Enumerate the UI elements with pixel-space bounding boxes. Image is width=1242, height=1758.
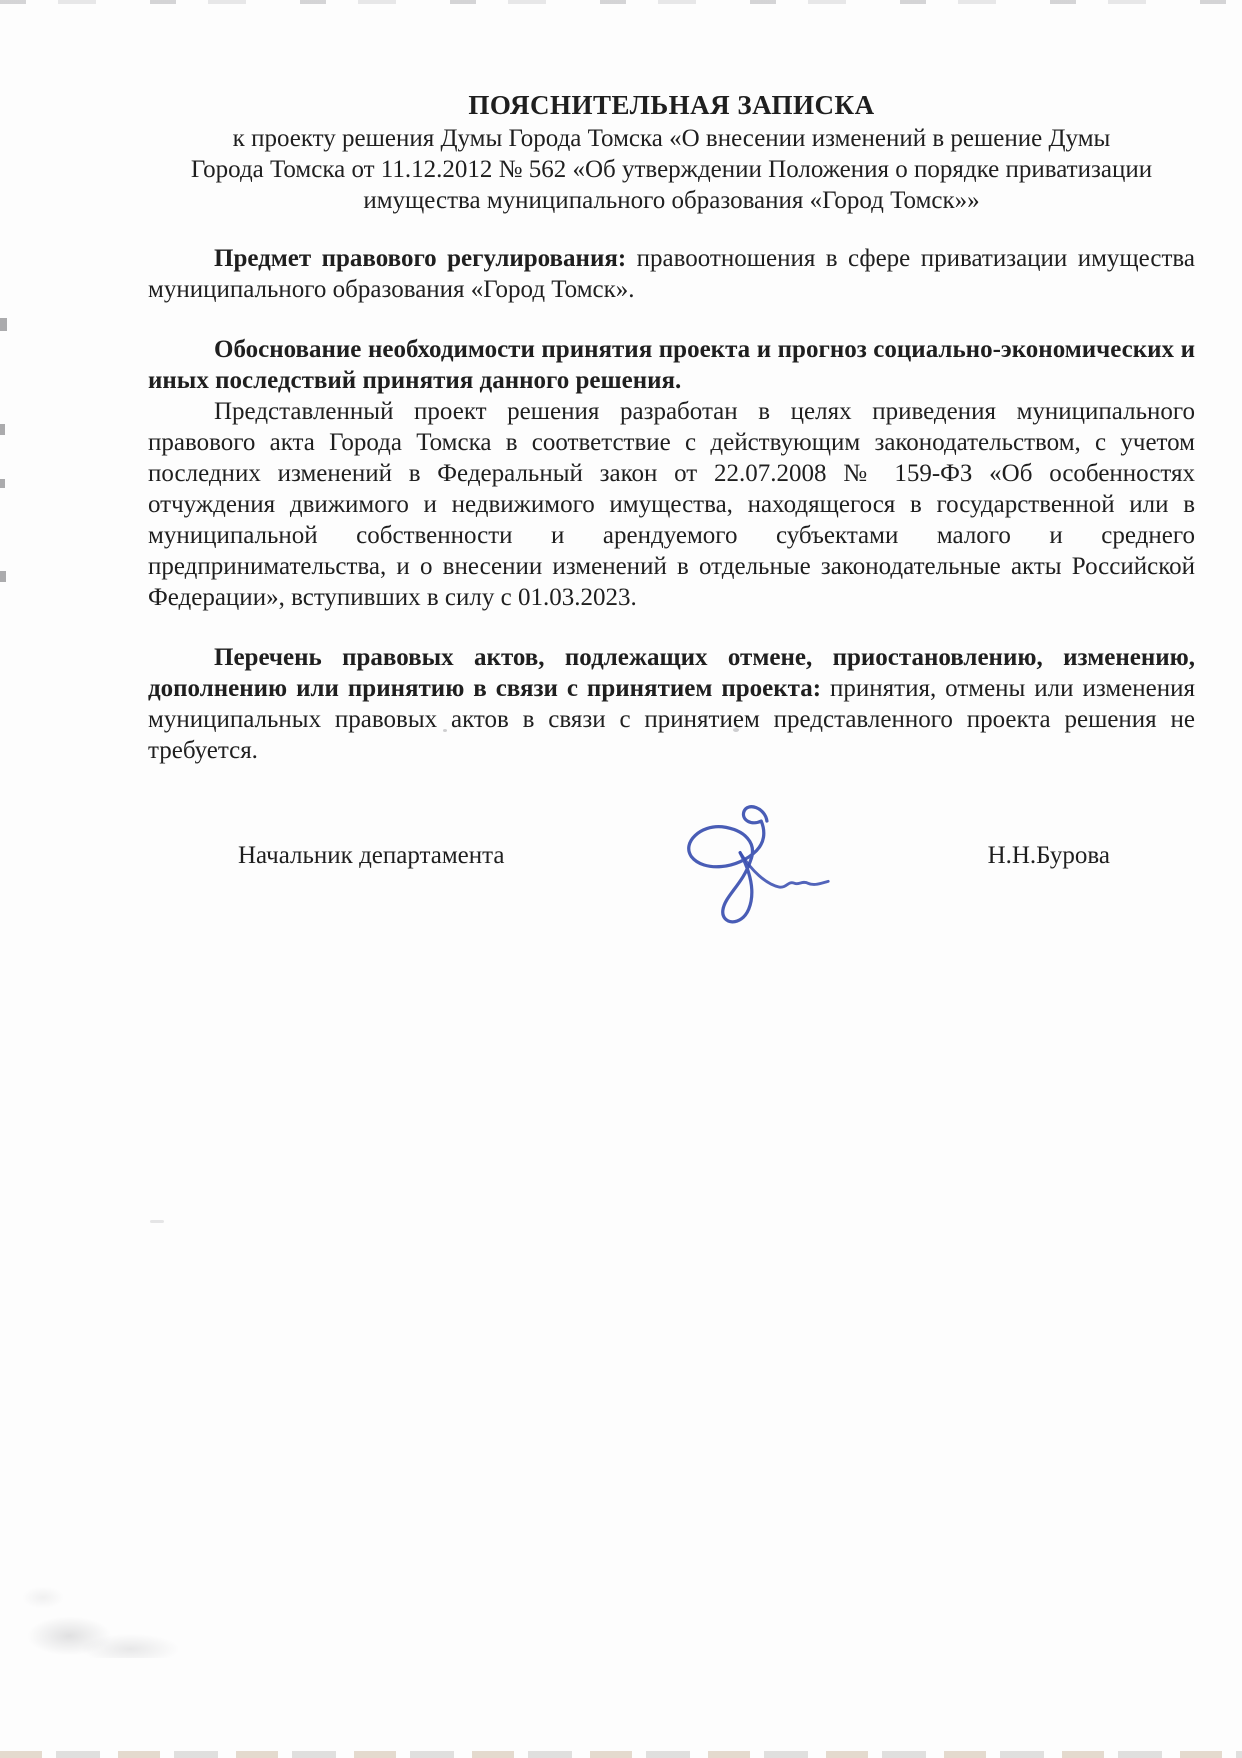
subtitle-line: Города Томска от 11.12.2012 № 562 «Об утверждении Положения о порядке приватизации	[190, 156, 1153, 183]
subtitle-line: к проекту решения Думы Города Томска «О внесении изменений в решение Думы	[232, 125, 1111, 152]
paragraph-subject-lead: Предмет правового регулирования:	[214, 245, 627, 272]
document-title: ПОЯСНИТЕЛЬНАЯ ЗАПИСКА	[468, 90, 875, 120]
signer-role: Начальник департамента	[238, 842, 505, 869]
scan-artifact-left-tick	[0, 318, 7, 331]
paragraph-subject-text: правоотношения в сфере приватизации имущества муниципального образования «Город Томск».	[148, 245, 1195, 303]
scan-artifact-left-tick	[0, 571, 6, 582]
signature-tail-stroke	[740, 853, 828, 888]
paragraph-rationale-body: Представленный проект решения разработан в целях приведения муниципального правового акта Города Томска в соответствие с действующим законодательством, с учетом последних изменений в Федеральный закон от 22.07.2008 № 159-ФЗ «Об особенностях отчуждения движимого и недвижимого имущества, находящегося в государственной или в муниципальной собственности и арендуемого субъектами малого и среднего предпринимательства, и о внесении изменений в отдельные законодательные акты Российской Федерации», вступивших в силу с 01.03.2023.	[148, 398, 1195, 611]
paragraph-acts-text: принятия, отмены или изменения муниципальных правовых актов в связи с принятием представленного проекта решения не требуется.	[148, 675, 1196, 764]
paragraph-acts-list	[148, 642, 1195, 766]
document-subtitle	[148, 123, 1195, 216]
signature-stroke	[689, 807, 767, 922]
signer-name: Н.Н.Бурова	[987, 842, 1110, 869]
paragraph-subject	[148, 243, 1195, 305]
document-body	[148, 90, 1195, 980]
handwritten-signature	[675, 798, 833, 936]
scan-artifact-left-tick	[0, 424, 5, 435]
signature-block	[148, 840, 1195, 980]
scan-artifact-speck	[150, 1220, 164, 1223]
scan-artifact-bottom-edge	[0, 1751, 1242, 1758]
scan-artifact-top-edge	[0, 0, 1242, 4]
scan-artifact-left-tick	[0, 479, 5, 488]
subtitle-line: имущества муниципального образования «Город Томск»»	[363, 187, 980, 214]
paragraph-rationale-heading: Обоснование необходимости принятия проекта и прогноз социально-экономических и иных последствий принятия данного решения.	[148, 336, 1195, 394]
paragraph-acts-lead: Перечень правовых актов, подлежащих отмене, приостановлению, изменению, дополнению или принятию в связи с принятием проекта:	[148, 644, 1195, 702]
scan-artifact-corner-smudge	[8, 1548, 183, 1658]
